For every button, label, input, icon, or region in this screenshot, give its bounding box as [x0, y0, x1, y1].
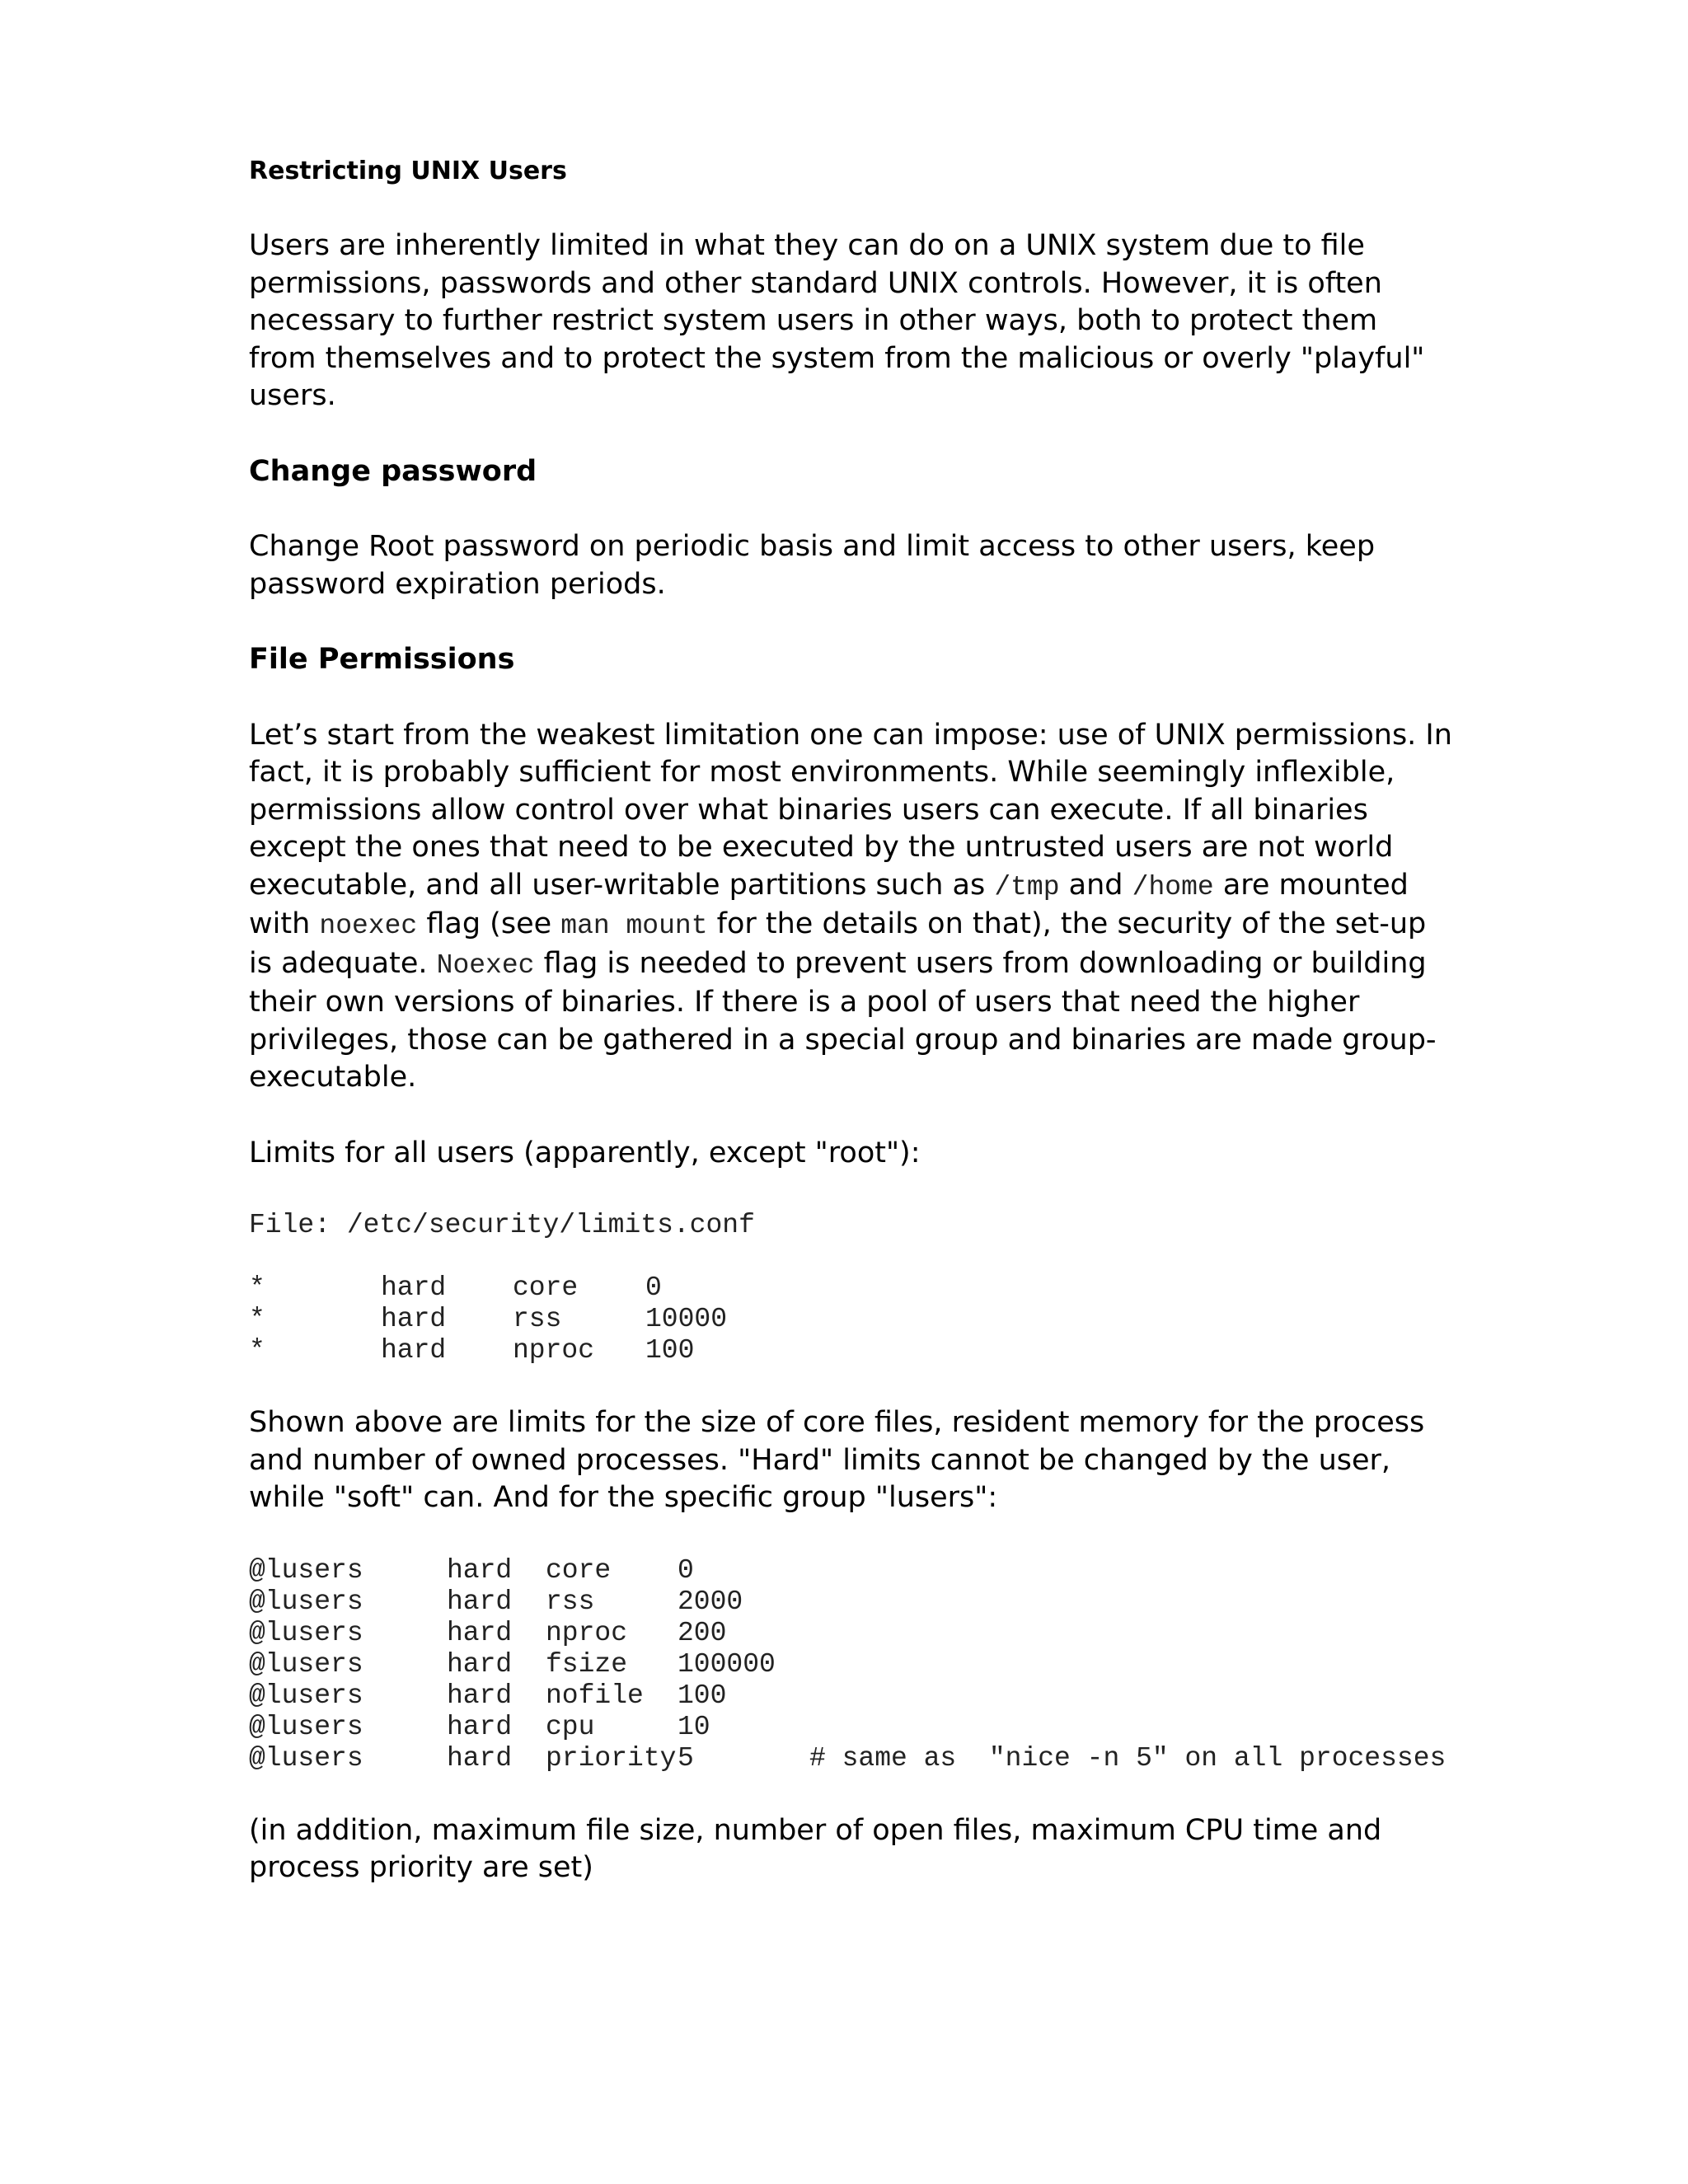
limit-item: nproc [513, 1335, 595, 1366]
fp-text-f: flag is needed to prevent users from downloading or building their own versions of binaries. If there is a pool of users that need the higher privileges, those can be gathered in a special group and binaries are made group-executable. [249, 946, 1437, 1094]
lusers-item: core [546, 1554, 612, 1586]
limit-item: rss [513, 1304, 562, 1334]
lusers-comment: # same as "nice -n 5" on all processes [809, 1742, 1447, 1774]
lusers-item: rss [546, 1586, 595, 1617]
file-permissions-heading: File Permissions [249, 643, 515, 676]
lusers-domain: @lusers [249, 1711, 363, 1742]
lusers-value: 100 [678, 1680, 727, 1711]
code-home: /home [1132, 871, 1214, 902]
lusers-row [249, 1743, 1452, 1774]
limits-all-row [249, 1304, 1452, 1335]
lusers-value: 0 [678, 1554, 694, 1586]
lusers-type: hard [447, 1617, 513, 1648]
lusers-row [249, 1618, 1452, 1649]
limit-item: core [513, 1272, 579, 1303]
limits-file-path: File: /etc/security/limits.conf [249, 1210, 755, 1240]
lusers-value: 2000 [678, 1586, 743, 1617]
code-tmp: /tmp [994, 871, 1060, 902]
limits-lusers-block [249, 1555, 1452, 1774]
fp-text-c: are mounted with [249, 868, 1409, 940]
limit-domain: * [249, 1335, 265, 1366]
page-title: Restricting UNIX Users [249, 157, 567, 185]
limit-value: 100 [645, 1335, 695, 1366]
code-man-mount: man mount [560, 911, 708, 941]
lusers-item: nofile [546, 1680, 644, 1711]
lusers-item: priority [546, 1742, 677, 1774]
lusers-domain: @lusers [249, 1648, 363, 1680]
lusers-value: 100000 [678, 1648, 776, 1680]
lusers-type: hard [447, 1680, 513, 1711]
lusers-type: hard [447, 1648, 513, 1680]
lusers-value: 10 [678, 1711, 710, 1742]
lusers-row [249, 1586, 1452, 1618]
fp-text-b: and [1059, 868, 1132, 902]
lusers-domain: @lusers [249, 1617, 363, 1648]
limits-explain-paragraph: Shown above are limits for the size of core files, resident memory for the process and number of owned processes. "Hard" limits cannot be changed by the user, while "soft" can. And for the specific group "lusers": [249, 1406, 1425, 1514]
lusers-row [249, 1649, 1452, 1680]
lusers-domain: @lusers [249, 1742, 363, 1774]
closing-paragraph: (in addition, maximum file size, number of open files, maximum CPU time and process priority are set) [249, 1813, 1382, 1884]
lusers-type: hard [447, 1554, 513, 1586]
limits-all-row [249, 1272, 1452, 1304]
limit-type: hard [381, 1304, 447, 1334]
lusers-item: fsize [546, 1648, 628, 1680]
document-content [249, 153, 1452, 1925]
code-noexec: noexec [319, 911, 418, 941]
fp-text-e: for the details on that), the security of the set-up is adequate. [249, 907, 1427, 980]
limit-value: 0 [645, 1272, 662, 1303]
limit-type: hard [381, 1335, 447, 1366]
limit-domain: * [249, 1304, 265, 1334]
intro-paragraph: Users are inherently limited in what they can do on a UNIX system due to file permissions, passwords and other standard UNIX controls. However, it is often necessary to further restrict system users in other ways, both to protect them from themselves and to protect the system from the malicious or overly "playful" users. [249, 229, 1425, 412]
code-noexec-cap: Noexec [436, 949, 535, 981]
lusers-type: hard [447, 1586, 513, 1617]
lusers-item: nproc [546, 1617, 628, 1648]
file-permissions-paragraph [249, 717, 1452, 1097]
fp-text-a: Let’s start from the weakest limitation one can impose: use of UNIX permissions. In fact, it is probably sufficient for most environments. While seemingly inflexible, permissions allow control over what binaries users can execute. If all binaries except the ones that need to be executed by the untrusted users are not world executable, and all user-writable partitions such as [249, 718, 1452, 902]
limit-type: hard [381, 1272, 447, 1303]
lusers-row [249, 1680, 1452, 1712]
limit-domain: * [249, 1272, 265, 1303]
change-password-paragraph: Change Root password on periodic basis and limit access to other users, keep password expiration periods. [249, 530, 1376, 601]
lusers-type: hard [447, 1711, 513, 1742]
lusers-type: hard [447, 1742, 513, 1774]
limits-all-block [249, 1272, 1452, 1366]
lusers-domain: @lusers [249, 1586, 363, 1617]
limit-value: 10000 [645, 1304, 728, 1334]
change-password-heading: Change password [249, 454, 537, 488]
fp-text-d: flag (see [417, 907, 561, 940]
lusers-value: 200 [678, 1617, 727, 1648]
limits-intro-paragraph: Limits for all users (apparently, except "root"): [249, 1136, 921, 1169]
lusers-domain: @lusers [249, 1680, 363, 1711]
lusers-value: 5 [678, 1742, 694, 1774]
lusers-item: cpu [546, 1711, 595, 1742]
lusers-row [249, 1712, 1452, 1743]
lusers-row [249, 1555, 1452, 1586]
lusers-domain: @lusers [249, 1554, 363, 1586]
limits-all-row [249, 1335, 1452, 1366]
